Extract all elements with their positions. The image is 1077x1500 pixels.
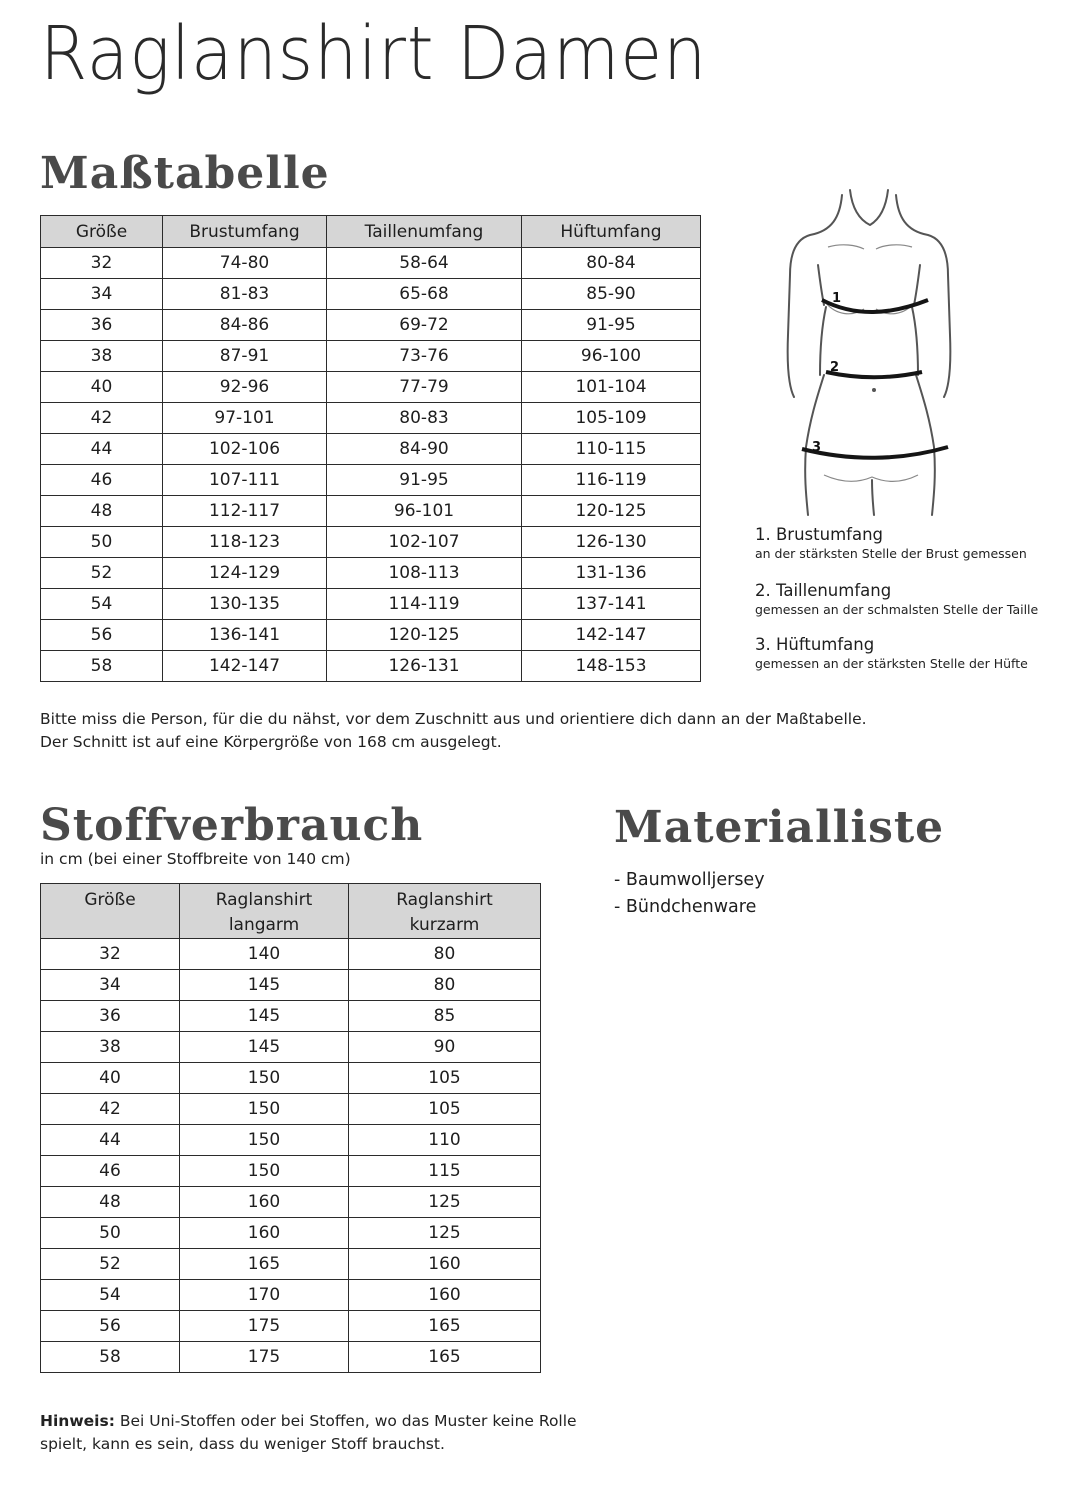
table-row [41,1249,541,1280]
table-cell: 130-135 [163,589,327,620]
table-cell: 102-107 [327,527,522,558]
table-cell: 160 [180,1218,349,1249]
table-cell: 110-115 [522,434,701,465]
table-cell: 44 [41,434,163,465]
table-cell: 92-96 [163,372,327,403]
table-cell: 56 [41,1311,180,1342]
table-row [41,1001,541,1032]
fabric-header-line: Raglanshirt [215,890,313,910]
table-cell: 118-123 [163,527,327,558]
table-cell: 90 [349,1032,541,1063]
materials-list-item: - Bündchenware [614,897,757,917]
table-row [41,1156,541,1187]
table-cell: 101-104 [522,372,701,403]
table-cell: 58 [41,651,163,682]
legend-item-waist [755,581,1038,619]
table-cell: 131-136 [522,558,701,589]
fabric-header-line: langarm [228,915,300,935]
table-cell: 150 [180,1156,349,1187]
table-cell: 80 [349,939,541,970]
measurement-note [40,708,900,754]
table-cell: 107-111 [163,465,327,496]
table-row [41,496,701,527]
table-cell: 46 [41,1156,180,1187]
table-cell: 165 [180,1249,349,1280]
table-cell: 150 [180,1125,349,1156]
table-cell: 125 [349,1187,541,1218]
legend-title: 1. Brustumfang [755,525,883,544]
size-table-heading: Maßtabelle [40,148,330,199]
table-cell: 46 [41,465,163,496]
table-cell: 126-131 [327,651,522,682]
table-cell: 36 [41,1001,180,1032]
table-cell: 54 [41,589,163,620]
measurement-note-line: Der Schnitt ist auf eine Körpergröße von 168 cm ausgelegt. [40,733,502,751]
table-row [41,1342,541,1373]
materials-heading: Materialliste [614,802,945,853]
legend-description: gemessen an der schmalsten Stelle der Taille [755,602,1039,617]
body-measurement-figure [780,185,970,520]
table-row [41,1218,541,1249]
size-table-header: Größe [41,216,163,248]
fabric-hint-text: Bei Uni-Stoffen oder bei Stoffen, wo das Muster keine Rolle spielt, kann es sein, dass du weniger Stoff brauchst. [40,1412,577,1453]
legend-description: gemessen an der stärksten Stelle der Hüfte [755,656,1028,671]
table-cell: 126-130 [522,527,701,558]
table-cell: 160 [349,1280,541,1311]
table-cell: 170 [180,1280,349,1311]
table-row [41,310,701,341]
table-cell: 140 [180,939,349,970]
table-cell: 108-113 [327,558,522,589]
table-cell: 69-72 [327,310,522,341]
figure-marker: 2 [830,360,840,375]
table-cell: 145 [180,970,349,1001]
fabric-table-header [180,884,349,939]
table-row [41,1187,541,1218]
table-cell: 110 [349,1125,541,1156]
table-cell: 175 [180,1342,349,1373]
table-cell: 73-76 [327,341,522,372]
table-cell: 116-119 [522,465,701,496]
fabric-header-line: kurzarm [409,915,480,935]
table-row [41,248,701,279]
size-table-header: Hüftumfang [522,216,701,248]
table-row [41,1125,541,1156]
table-row [41,1063,541,1094]
measurement-note-line: Bitte miss die Person, für die du nähst, vor dem Zuschnitt aus und orientiere dich dann an der Maßtabelle. [40,710,867,728]
legend-title: 2. Taillenumfang [755,581,892,600]
table-cell: 56 [41,620,163,651]
table-row [41,651,701,682]
table-cell: 80 [349,970,541,1001]
table-cell: 145 [180,1032,349,1063]
table-row [41,341,701,372]
table-cell: 44 [41,1125,180,1156]
table-cell: 96-101 [327,496,522,527]
table-cell: 84-90 [327,434,522,465]
table-cell: 36 [41,310,163,341]
table-cell: 81-83 [163,279,327,310]
table-row [41,434,701,465]
materials-list-item: - Baumwolljersey [614,870,765,890]
size-table-header: Brustumfang [163,216,327,248]
table-cell: 40 [41,1063,180,1094]
legend-description: an der stärksten Stelle der Brust gemessen [755,546,1027,561]
table-cell: 48 [41,496,163,527]
table-cell: 124-129 [163,558,327,589]
fabric-header-line: Raglanshirt [396,890,493,910]
table-cell: 42 [41,403,163,434]
table-cell: 120-125 [522,496,701,527]
legend-item-hip [755,635,1028,673]
table-cell: 91-95 [327,465,522,496]
size-table [40,215,701,682]
table-row [41,1311,541,1342]
table-row [41,1032,541,1063]
legend-title: 3. Hüftumfang [755,635,875,654]
table-cell: 48 [41,1187,180,1218]
table-cell: 38 [41,341,163,372]
table-cell: 85 [349,1001,541,1032]
table-cell: 40 [41,372,163,403]
table-cell: 65-68 [327,279,522,310]
table-row [41,620,701,651]
table-row [41,465,701,496]
table-row [41,1094,541,1125]
table-cell: 54 [41,1280,180,1311]
table-cell: 148-153 [522,651,701,682]
table-cell: 85-90 [522,279,701,310]
table-cell: 115 [349,1156,541,1187]
table-row [41,1280,541,1311]
table-cell: 142-147 [163,651,327,682]
table-cell: 114-119 [327,589,522,620]
fabric-hint [40,1410,600,1456]
table-cell: 175 [180,1311,349,1342]
size-table-header-row [41,216,701,248]
table-cell: 84-86 [163,310,327,341]
table-row [41,527,701,558]
size-table-body [41,248,701,682]
table-cell: 91-95 [522,310,701,341]
page-title: Raglanshirt Damen [40,11,708,97]
table-cell: 112-117 [163,496,327,527]
table-cell: 42 [41,1094,180,1125]
table-cell: 150 [180,1063,349,1094]
fabric-table-header [41,884,180,939]
table-cell: 145 [180,1001,349,1032]
table-cell: 52 [41,1249,180,1280]
fabric-table-subheading: in cm (bei einer Stoffbreite von 140 cm) [40,850,351,868]
fabric-table [40,883,541,1373]
fabric-header-line: Größe [84,890,136,910]
table-cell: 58-64 [327,248,522,279]
legend-item-bust [755,525,1027,563]
figure-marker: 1 [832,291,842,306]
materials-list [614,867,765,921]
table-cell: 102-106 [163,434,327,465]
table-row [41,372,701,403]
table-cell: 105 [349,1063,541,1094]
table-cell: 58 [41,1342,180,1373]
table-row [41,279,701,310]
table-row [41,939,541,970]
fabric-table-header [349,884,541,939]
size-table-header: Taillenumfang [327,216,522,248]
table-cell: 125 [349,1218,541,1249]
fabric-table-body [41,939,541,1373]
table-cell: 160 [180,1187,349,1218]
table-cell: 38 [41,1032,180,1063]
table-cell: 50 [41,527,163,558]
table-cell: 77-79 [327,372,522,403]
table-cell: 105-109 [522,403,701,434]
table-cell: 96-100 [522,341,701,372]
fabric-table-heading: Stoffverbrauch [40,800,424,851]
table-cell: 105 [349,1094,541,1125]
table-cell: 165 [349,1311,541,1342]
table-row [41,558,701,589]
table-cell: 74-80 [163,248,327,279]
table-cell: 97-101 [163,403,327,434]
table-cell: 50 [41,1218,180,1249]
table-cell: 142-147 [522,620,701,651]
table-cell: 32 [41,939,180,970]
table-cell: 165 [349,1342,541,1373]
table-cell: 80-84 [522,248,701,279]
table-row [41,589,701,620]
table-cell: 137-141 [522,589,701,620]
table-cell: 34 [41,279,163,310]
table-row [41,970,541,1001]
fabric-hint-label: Hinweis: [40,1412,115,1430]
table-cell: 32 [41,248,163,279]
table-row [41,403,701,434]
table-cell: 80-83 [327,403,522,434]
table-cell: 160 [349,1249,541,1280]
table-cell: 150 [180,1094,349,1125]
table-cell: 136-141 [163,620,327,651]
table-cell: 34 [41,970,180,1001]
fabric-table-header-row [41,884,541,939]
table-cell: 87-91 [163,341,327,372]
figure-marker: 3 [812,440,822,455]
table-cell: 52 [41,558,163,589]
table-cell: 120-125 [327,620,522,651]
